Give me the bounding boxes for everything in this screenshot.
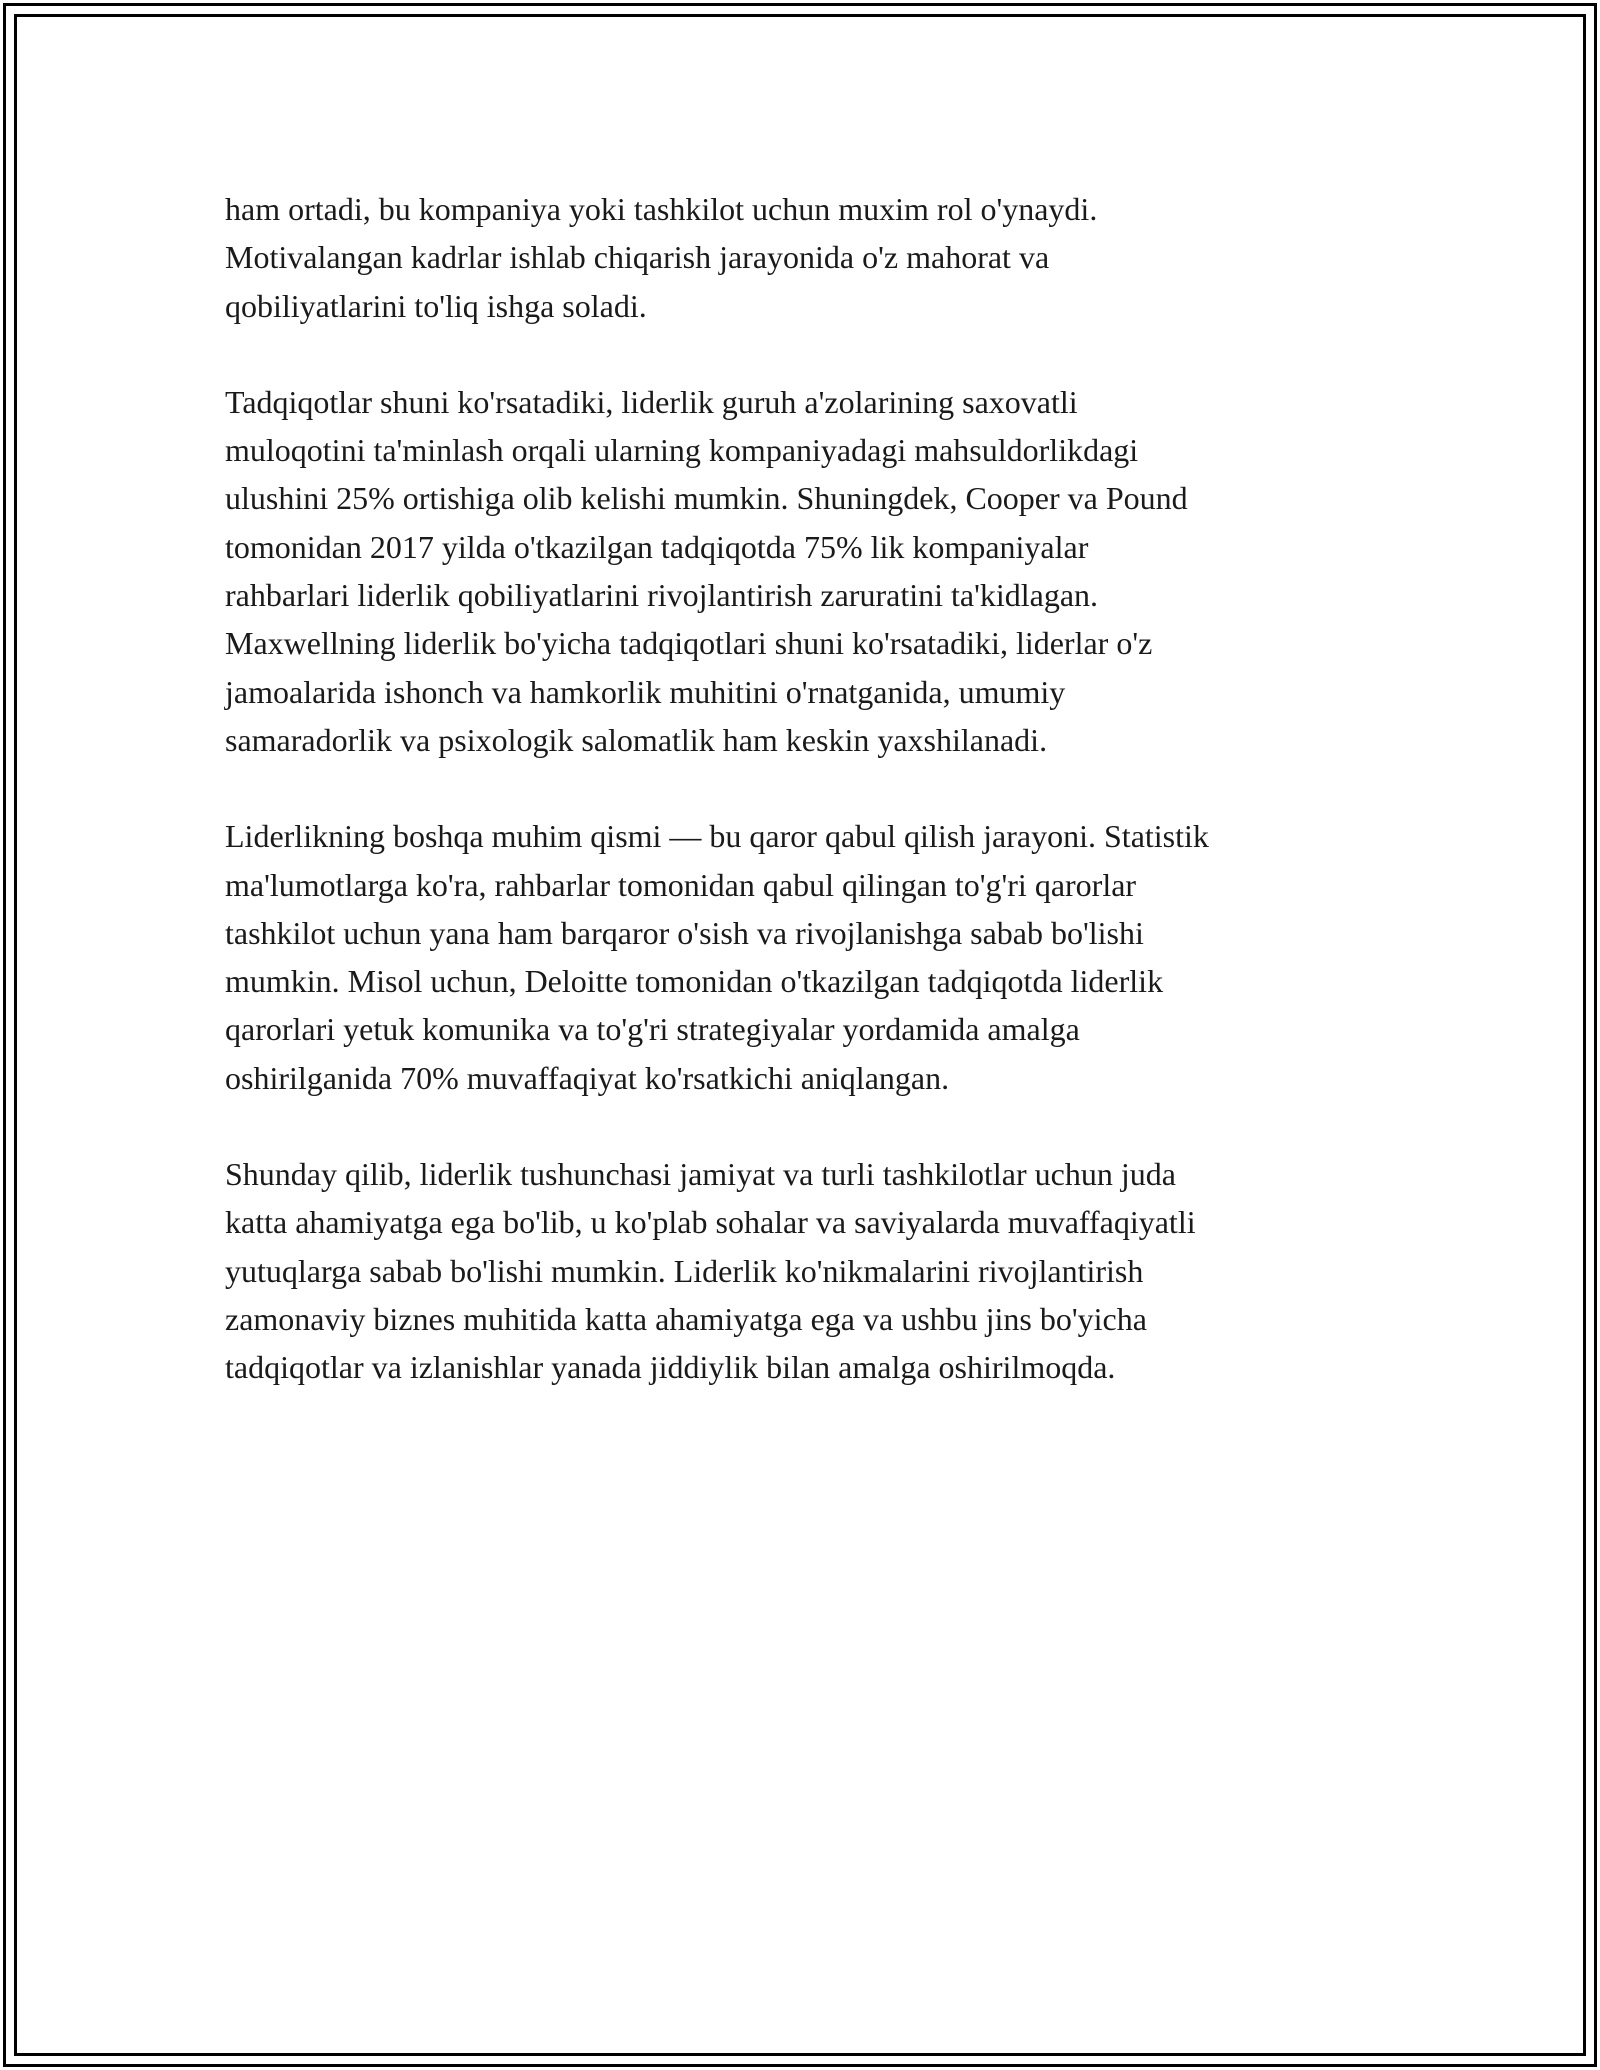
paragraph-conclusion: Shunday qilib, liderlik tushunchasi jamiyat va turli tashkilotlar uchun juda katta ahamiyatga ega bo'lib, u ko'plab sohalar va saviyalarda muvaffaqiyatli yutuqlarga sabab bo'lishi mumkin. Liderlik ko'nikmalarini rivojlantirish zamonaviy biznes muhitida katta ahamiyatga ega va ushbu jins bo'yicha tadqiqotlar va izlanishlar yanada jiddiylik bilan amalga oshirilmoqda. <box>225 1156 1196 1386</box>
paragraph-motivation: ham ortadi, bu kompaniya yoki tashkilot uchun muxim rol o'ynaydi. Motivalangan kadrlar ishlab chiqarish jarayonida o'z mahorat va qobiliyatlarini to'liq ishga soladi. <box>225 191 1098 324</box>
paragraph-research: Tadqiqotlar shuni ko'rsatadiki, liderlik guruh a'zolarining saxovatli muloqotini ta'minlash orqali ularning kompaniyadagi mahsuldorlikdagi ulushini 25% ortishiga olib kelishi mumkin. Shuningdek, Cooper va Pound tomonidan 2017 yilda o'tkazilgan tadqiqotda 75% lik kompaniyalar rahbarlari liderlik qobiliyatlarini rivojlantirish zaruratini ta'kidlagan. Maxwellning liderlik bo'yicha tadqiqotlari shuni ko'rsatadiki, liderlar o'z jamoalarida ishonch va hamkorlik muhitini o'rnatganida, umumiy samaradorlik va psixologik salomatlik ham keskin yaxshilanadi. <box>225 383 1188 758</box>
document-body <box>225 185 1405 1440</box>
paragraph-decision-making: Liderlikning boshqa muhim qismi — bu qaror qabul qilish jarayoni. Statistik ma'lumotlarga ko'ra, rahbarlar tomonidan qabul qilingan to'g'ri qarorlar tashkilot uchun yana ham barqaror o'sish va rivojlanishga sabab bo'lishi mumkin. Misol uchun, Deloitte tomonidan o'tkazilgan tadqiqotda liderlik qarorlari yetuk komunika va to'g'ri strategiyalar yordamida amalga oshirilganida 70% muvaffaqiyat ko'rsatkichi aniqlangan. <box>225 818 1209 1096</box>
